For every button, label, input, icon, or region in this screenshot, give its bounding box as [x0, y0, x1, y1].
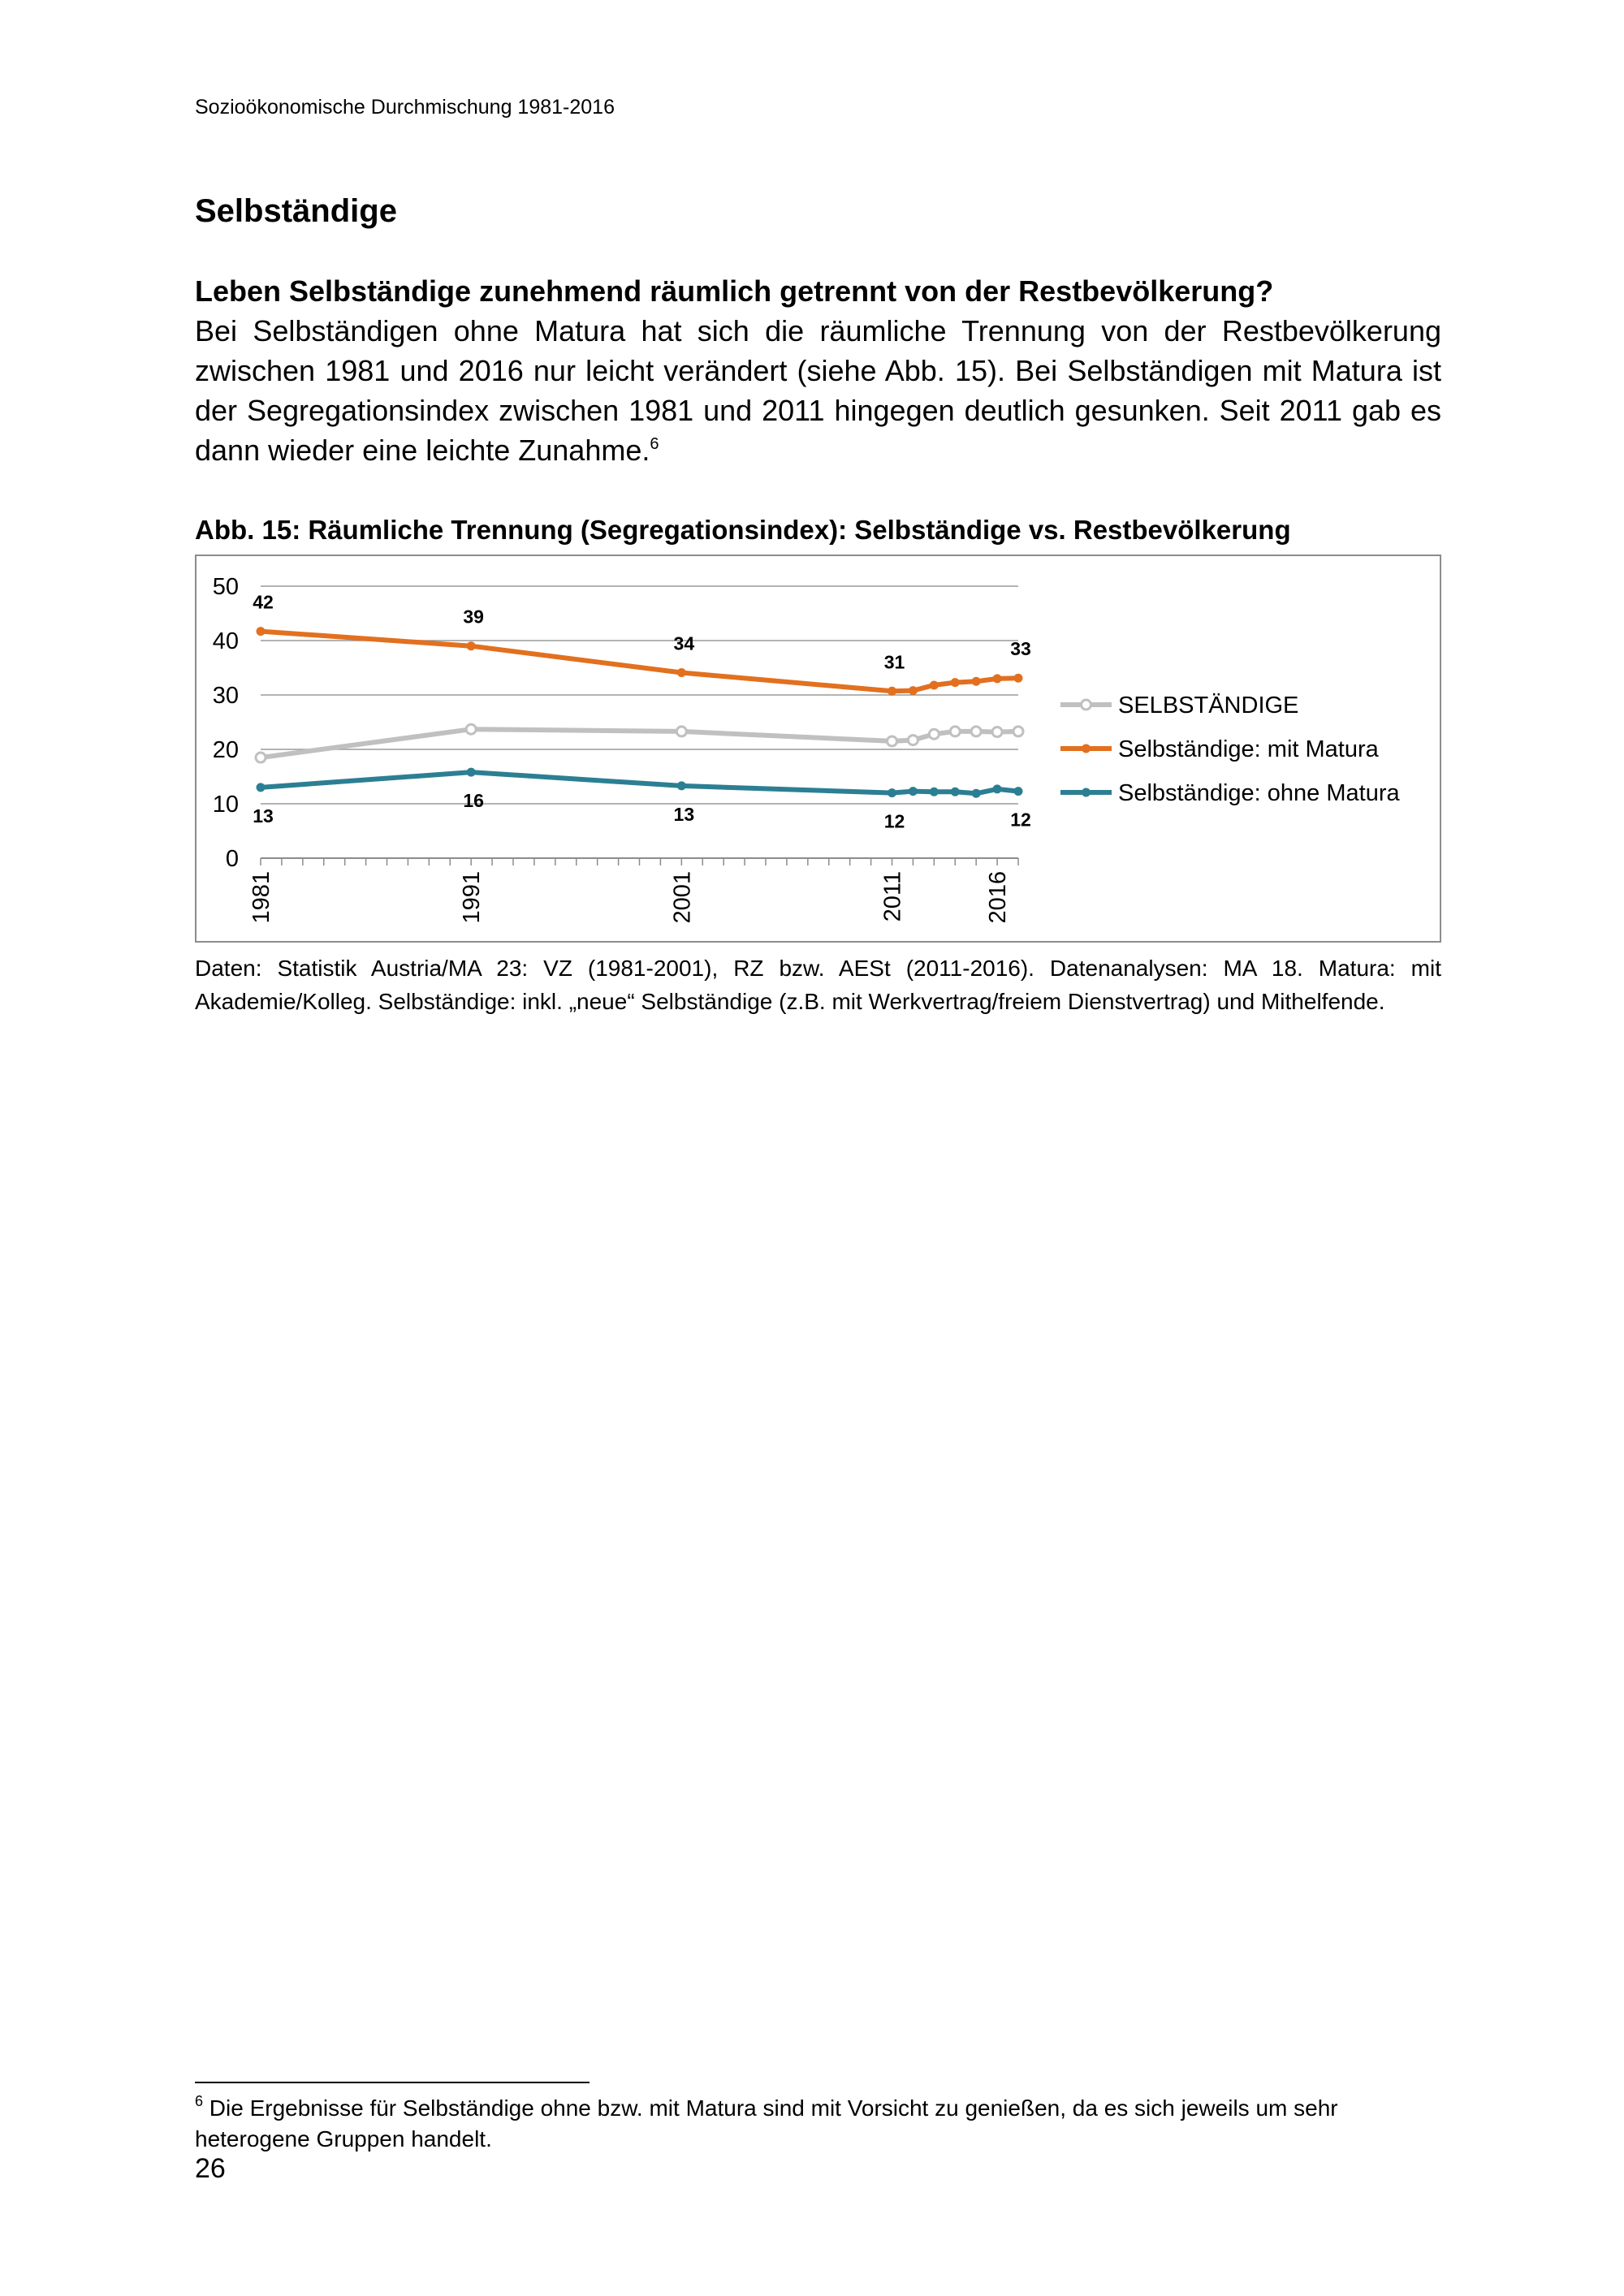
- y-tick-label: 30: [212, 683, 239, 709]
- data-label: 12: [1010, 809, 1031, 831]
- data-point: [909, 686, 918, 695]
- paragraph-text: Bei Selbständigen ohne Matura hat sich die räumliche Trennung von der Restbevölkerung zwischen 1981 und 2016 nur leicht verändert (siehe Abb. 15). Bei Selbständigen mit Matura ist der Segregationsindex zwischen 1981 und 2011 hingegen deutlich gesunken. Seit 2011 gab es dann wieder eine leichte Zunahme.: [195, 314, 1441, 467]
- series-line: [261, 729, 1018, 757]
- legend-marker: [1082, 744, 1091, 753]
- y-tick-label: 20: [212, 737, 239, 763]
- data-label: 34: [673, 632, 695, 654]
- y-tick-label: 50: [212, 574, 239, 600]
- data-point: [888, 788, 896, 797]
- data-point: [257, 783, 266, 792]
- data-label: 16: [463, 790, 484, 812]
- legend-marker: [1082, 788, 1091, 797]
- data-point: [676, 727, 686, 736]
- footnote-separator: [195, 2082, 590, 2083]
- data-point: [930, 788, 939, 796]
- data-point: [466, 724, 476, 734]
- legend-label: Selbständige: mit Matura: [1118, 736, 1379, 762]
- footnote-text: Die Ergebnisse für Selbständige ohne bzw. mit Matura sind mit Vorsicht zu genießen, da es sich jeweils um sehr heterogene Gruppen handelt.: [195, 2095, 1338, 2151]
- data-point: [951, 788, 960, 796]
- body-paragraph: [195, 311, 1441, 470]
- legend-marker: [1082, 700, 1091, 710]
- data-point: [929, 729, 939, 739]
- data-label: 39: [463, 606, 484, 628]
- body-text: [195, 271, 1441, 470]
- data-point: [677, 668, 686, 677]
- data-point: [1014, 787, 1023, 796]
- data-point: [1014, 674, 1023, 683]
- lead-question: Leben Selbständige zunehmend räumlich getrennt von der Restbevölkerung?: [195, 274, 1274, 308]
- data-label: 42: [253, 591, 274, 613]
- data-point: [1013, 727, 1023, 736]
- data-point: [971, 727, 981, 736]
- page-number: 26: [195, 2153, 226, 2184]
- data-label: 12: [883, 810, 905, 832]
- data-point: [888, 736, 897, 746]
- data-point: [677, 781, 686, 790]
- data-label: 31: [883, 651, 905, 673]
- y-tick-label: 10: [212, 792, 239, 818]
- x-tick-label: 2016: [985, 871, 1012, 924]
- figure-source-note: Daten: Statistik Austria/MA 23: VZ (1981-2001), RZ bzw. AESt (2011-2016). Datenanalysen: MA 18. Matura: mit Akademie/Kolleg. Selbständige: inkl. „neue“ Selbständige (z.B. mit Werkvertrag/freiem Dienstvertrag) und Mithelfende.: [195, 956, 1441, 1014]
- x-tick-label: 2001: [669, 871, 696, 924]
- running-header: Sozioökonomische Durchmischung 1981-2016: [195, 96, 615, 119]
- data-label: 33: [1010, 638, 1031, 660]
- x-tick-label: 2011: [879, 871, 906, 922]
- footnote-number: 6: [195, 2093, 204, 2109]
- legend-label: Selbständige: ohne Matura: [1118, 780, 1400, 806]
- data-point: [951, 678, 960, 687]
- data-point: [908, 736, 918, 745]
- data-point: [993, 784, 1002, 793]
- data-point: [950, 727, 960, 736]
- data-point: [888, 687, 896, 696]
- data-point: [257, 627, 266, 636]
- data-point: [909, 787, 918, 796]
- data-point: [993, 674, 1002, 683]
- line-chart: [197, 556, 1440, 941]
- y-tick-label: 40: [212, 628, 239, 654]
- y-tick-label: 0: [225, 846, 239, 872]
- data-label: 13: [253, 805, 274, 826]
- section-title: Selbständige: [195, 193, 397, 229]
- data-point: [256, 753, 266, 762]
- chart-frame: [195, 555, 1441, 943]
- series-line: [261, 772, 1018, 793]
- footnote-reference: 6: [650, 435, 659, 453]
- data-point: [972, 789, 981, 798]
- data-label: 13: [673, 803, 695, 825]
- data-point: [992, 727, 1002, 737]
- data-point: [972, 677, 981, 686]
- data-point: [467, 641, 476, 650]
- data-point: [467, 768, 476, 777]
- legend-label: SELBSTÄNDIGE: [1118, 693, 1299, 719]
- figure-caption: Abb. 15: Räumliche Trennung (Segregationsindex): Selbständige vs. Restbevölkerung: [195, 515, 1291, 545]
- x-tick-label: 1981: [248, 871, 274, 924]
- data-point: [930, 680, 939, 689]
- footnote: [195, 2093, 1441, 2155]
- x-tick-label: 1991: [459, 871, 486, 924]
